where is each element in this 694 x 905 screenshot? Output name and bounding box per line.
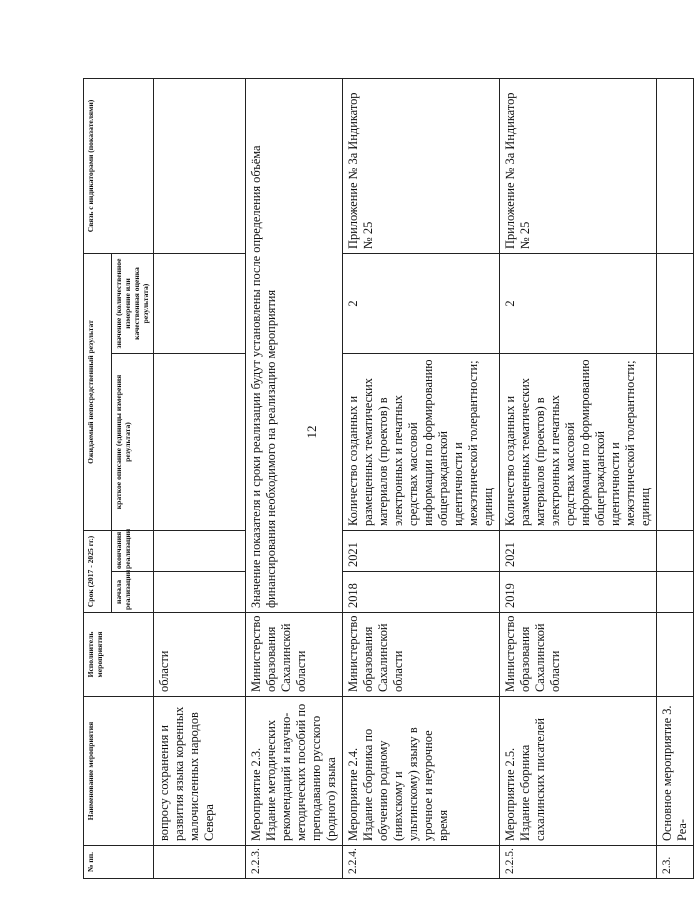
row-name: Мероприятие 2.4. Издание сборника по обучению родному (нивхскому и ультинскому) языку в урочное и неурочное время (343, 697, 500, 846)
row-executor: Министерство образования Сахалинской области (500, 613, 657, 697)
row-num (154, 846, 246, 879)
row-link (657, 79, 694, 254)
header-result-value: значение (количественное измерение или качественная оценка результата) (112, 254, 154, 354)
row-num: 2.2.5. (500, 846, 657, 879)
table-row (657, 79, 694, 879)
row-value: 2 (343, 254, 500, 354)
header-executor: Исполнитель мероприятия (84, 613, 154, 697)
header-result: Ожидаемый непосредственный результат (84, 254, 112, 531)
row-link: Приложение № 3а Индикатор № 25 (500, 79, 657, 254)
header-term-start: начала реализации (112, 572, 154, 613)
row-name: Основное мероприятие 3. Реа- (657, 697, 694, 846)
row-num: 2.2.3. (246, 846, 343, 879)
row-note: Значение показателя и сроки реализации будут установлены после определения объёма финансирования необходимого на реализацию мероприятия (246, 79, 343, 613)
row-executor: области (154, 613, 246, 697)
row-end (154, 531, 246, 572)
row-link: Приложение № 3а Индикатор № 25 (343, 79, 500, 254)
row-end: 2021 (343, 531, 500, 572)
row-desc (657, 354, 694, 531)
row-desc: Количество созданных и размещенных тематических материалов (проектов) в электронных и печатных средствах массовой информации по формированию общегражданской идентичности и межэтнической толерантности; единиц (500, 354, 657, 531)
page-number: 12 (304, 425, 319, 439)
header-result-desc: краткое описание (единицы измерения результата) (112, 354, 154, 531)
row-num: 2.2.4. (343, 846, 500, 879)
table-row (246, 79, 343, 879)
header-name: Наименование мероприятия (84, 697, 154, 846)
row-start: 2018 (343, 572, 500, 613)
row-executor (657, 613, 694, 697)
table-row (154, 79, 246, 879)
table-header-row (84, 79, 112, 879)
row-link (154, 79, 246, 254)
row-desc: Количество созданных и размещенных тематических материалов (проектов) в электронных и печатных средствах массовой информации по формированию общегражданской идентичности и межэтнической толерантности; единиц (343, 354, 500, 531)
row-name: вопросу сохранения и развития языка коренных малочисленных народов Севера (154, 697, 246, 846)
row-end (657, 531, 694, 572)
header-num: № пп. (84, 846, 154, 879)
rotated-table-page (83, 79, 689, 879)
row-value: 2 (500, 254, 657, 354)
header-term-end: окончания реализации (112, 531, 154, 572)
header-link: Связь с индикаторами (показателями) (84, 79, 154, 254)
row-desc (154, 354, 246, 531)
header-term: Срок (2017 - 2025 гг.) (84, 531, 112, 613)
row-start (657, 572, 694, 613)
row-start: 2019 (500, 572, 657, 613)
row-name: Мероприятие 2.3. Издание методических рекомендаций и научно-методических пособий по преподаванию русского (родного) языка (246, 697, 343, 846)
measures-table (83, 78, 694, 879)
row-executor: Министерство образования Сахалинской области (246, 613, 343, 697)
row-value (154, 254, 246, 354)
table-row (500, 79, 657, 879)
row-value (657, 254, 694, 354)
row-end: 2021 (500, 531, 657, 572)
row-num: 2.3. (657, 846, 694, 879)
table-row (343, 79, 500, 879)
row-start (154, 572, 246, 613)
row-name: Мероприятие 2.5. Издание сборника сахалинских писателей (500, 697, 657, 846)
row-executor: Министерство образования Сахалинской области (343, 613, 500, 697)
